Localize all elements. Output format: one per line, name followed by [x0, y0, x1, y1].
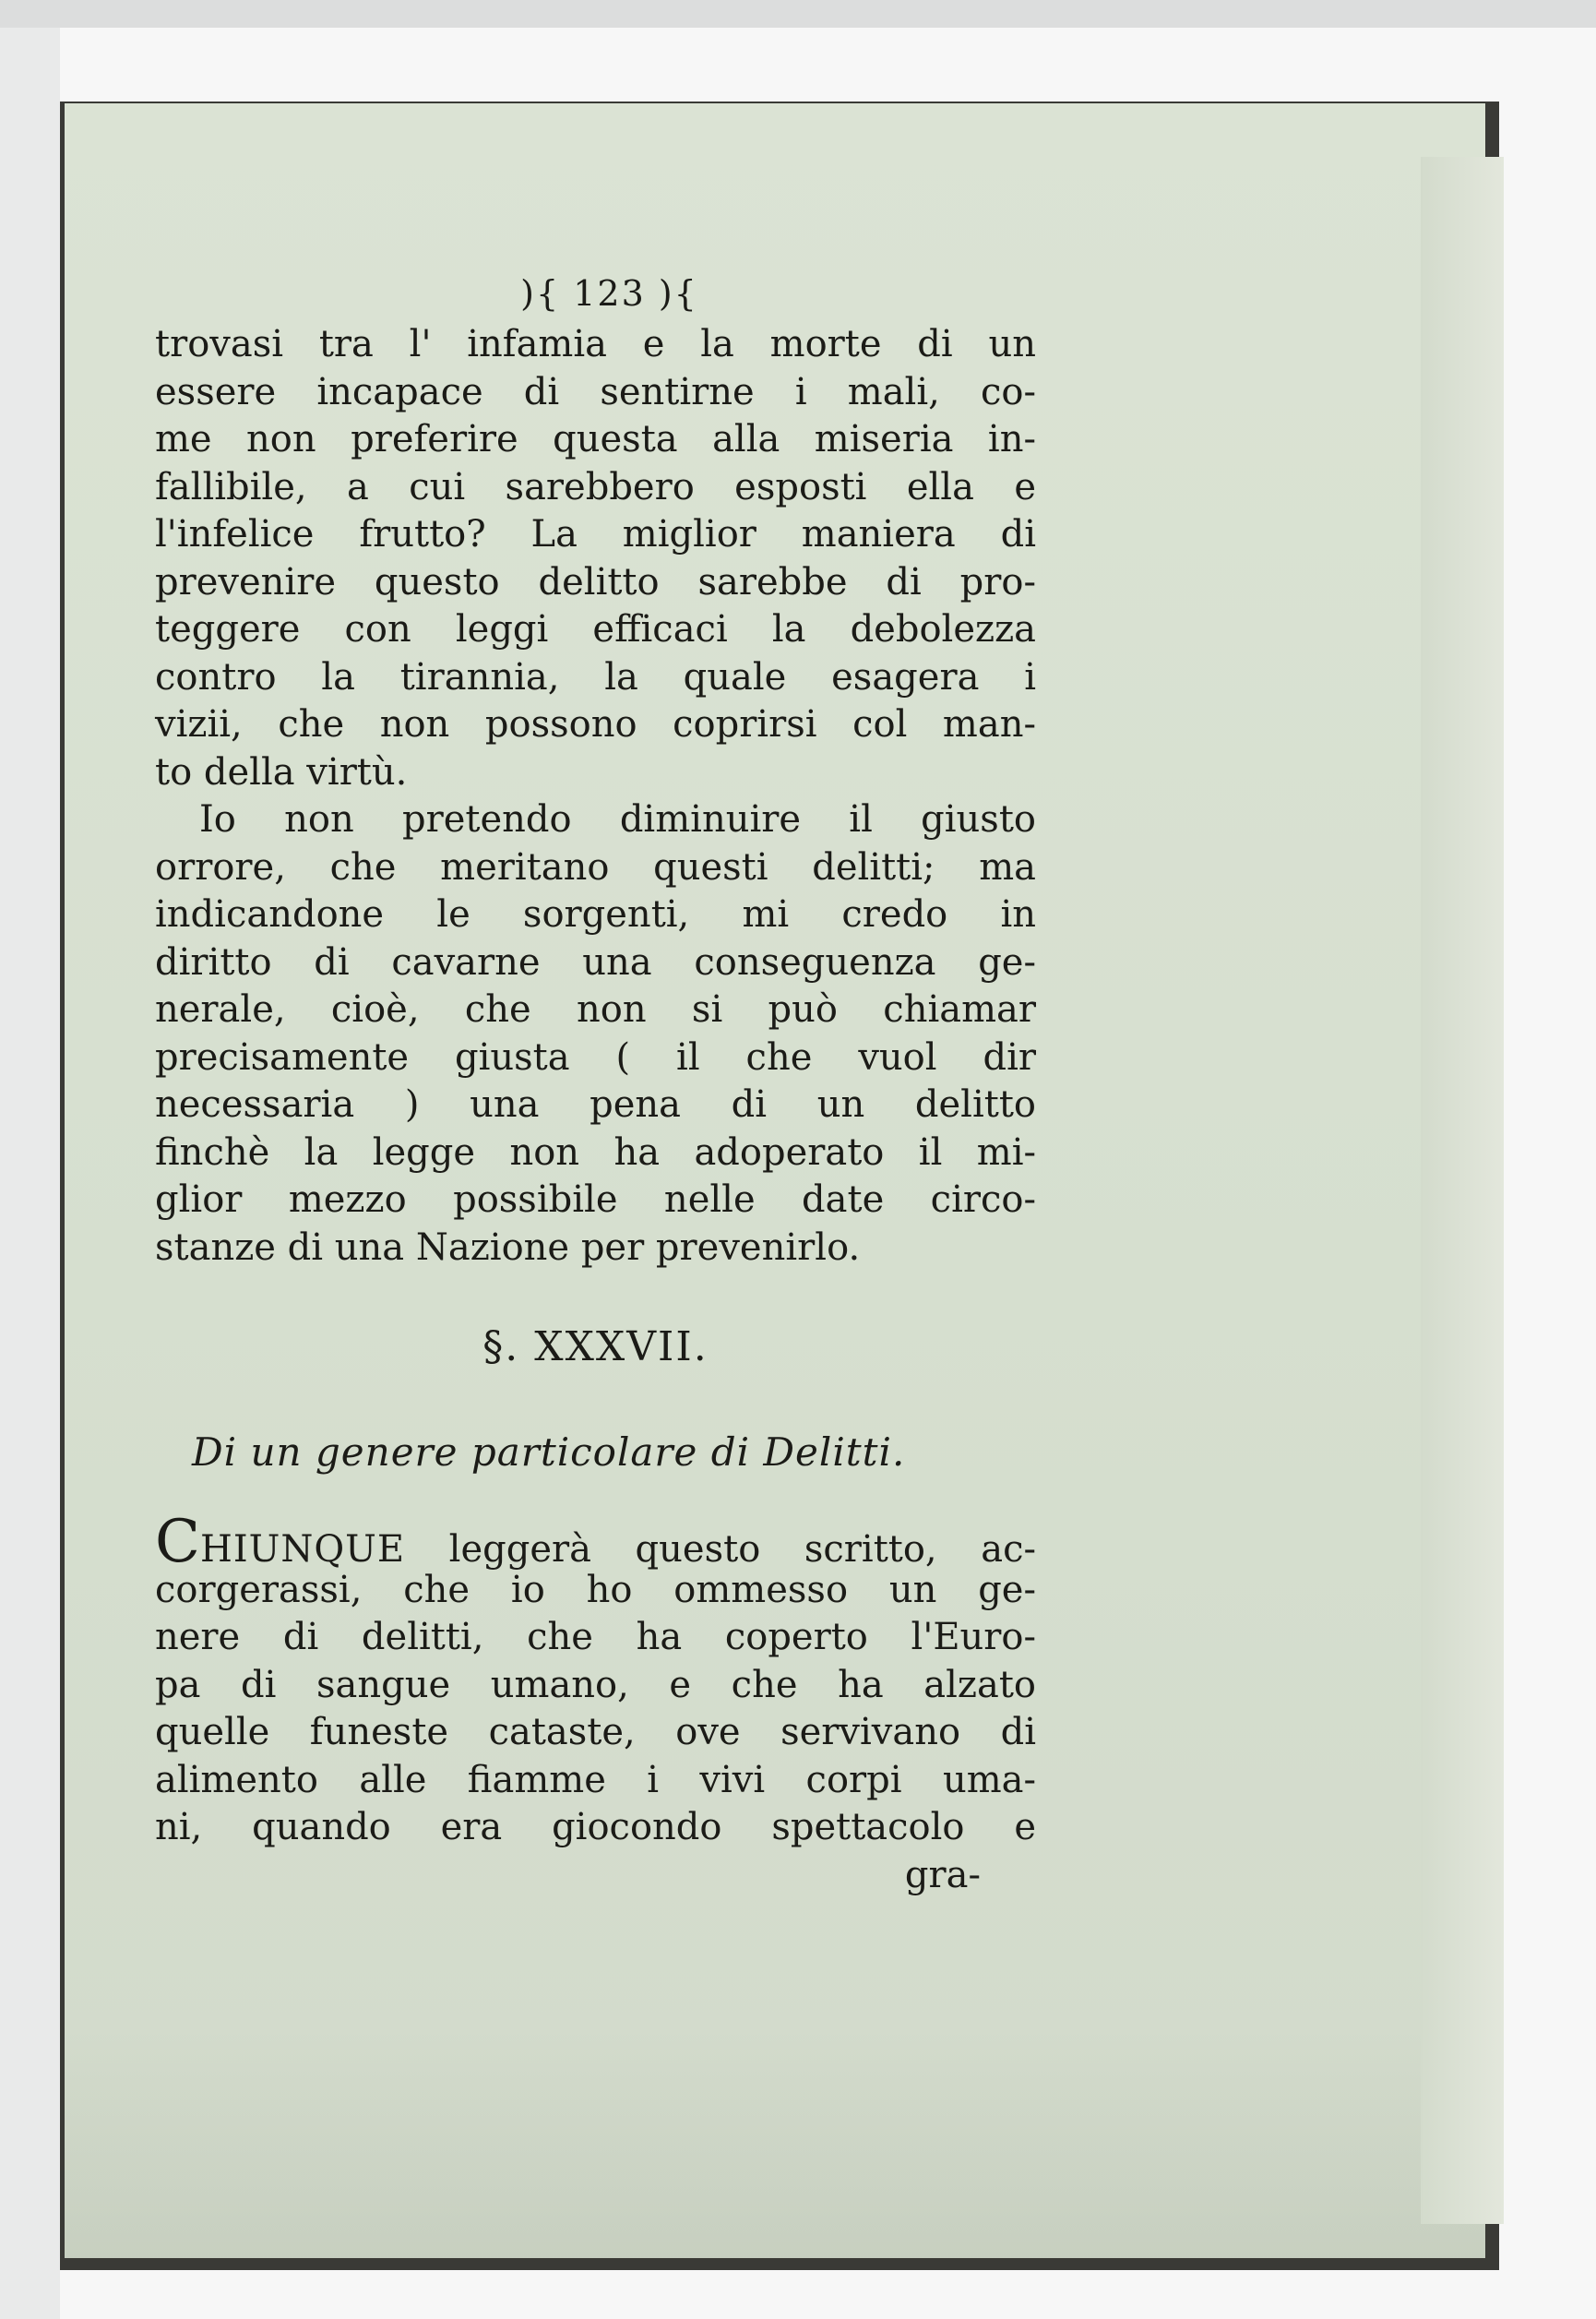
catchword: gra- — [904, 1853, 981, 1896]
page-text — [155, 166, 1036, 1899]
text-line: teggere con leggi efficaci la debolezza — [155, 608, 1036, 651]
text-line: nere di delitti, che ha coperto l'Euro- — [155, 1616, 1036, 1658]
text-line: precisamente giusta ( il che vuol dir — [155, 1035, 1036, 1079]
text-line: me non preferire questa alla miseria in- — [155, 418, 1036, 460]
text-line: prevenire questo delitto sarebbe di pro- — [155, 560, 1036, 604]
text-line — [155, 1508, 1036, 1576]
drop-cap: C — [155, 1508, 200, 1576]
text-run: leggerà questo scritto, ac- — [448, 1528, 1036, 1571]
text-line: trovasi tra l' infamia e la morte di un — [155, 323, 1036, 365]
text-line: l'infelice frutto? La miglior maniera di — [155, 513, 1036, 556]
text-line: necessaria ) una pena di un delitto — [155, 1083, 1036, 1126]
text-line: Io non pretendo diminuire il giusto — [199, 798, 1036, 841]
scan-top-band — [0, 0, 1596, 28]
text-line: alimento alle fiamme i vivi corpi uma- — [155, 1758, 1036, 1801]
text-line: fallibile, a cui sarebbero esposti ella e — [155, 465, 1036, 508]
text-line: contro la tirannia, la quale esagera i — [155, 655, 1036, 699]
text-line: vizii, che non possono coprirsi col man- — [155, 703, 1036, 746]
text-line: to della virtù. — [155, 750, 408, 794]
paragraph-2 — [155, 796, 1036, 1272]
text-line: ni, quando era giocondo spettacolo e — [155, 1806, 1036, 1848]
text-line: finchè la legge non ha adoperato il mi- — [155, 1130, 1036, 1174]
section-title: Di un genere particolare di Delitti. — [192, 1429, 906, 1475]
text-line: nerale, cioè, che non si può chiamar — [155, 988, 1036, 1031]
text-line: glior mezzo possibile nelle date circo- — [155, 1178, 1036, 1221]
paragraph-1 — [155, 321, 1036, 796]
paragraph-3 — [155, 1508, 1036, 1899]
text-line: corgerassi, che io ho ommesso un ge- — [155, 1568, 1036, 1611]
text-line: pa di sangue umano, e che ha alzato — [155, 1663, 1036, 1706]
text-line: orrore, che meritano questi delitti; ma — [155, 845, 1036, 889]
text-line: diritto di cavarne una conseguenza ge- — [155, 940, 1036, 984]
text-line: essere incapace di sentirne i mali, co- — [155, 370, 1036, 413]
page-bottom-fold — [65, 2027, 1485, 2258]
page-number: ){ 123 ){ — [520, 273, 698, 314]
small-caps-word: HIUNQUE — [199, 1528, 406, 1571]
section-number: §. XXXVII. — [482, 1323, 709, 1370]
page-edge — [1421, 157, 1504, 2224]
text-line: indicandone le sorgenti, mi credo in — [155, 893, 1036, 936]
text-line: quelle funeste cataste, ove servivano di — [155, 1711, 1036, 1753]
text-line: stanze di una Nazione per prevenirlo. — [155, 1225, 861, 1269]
